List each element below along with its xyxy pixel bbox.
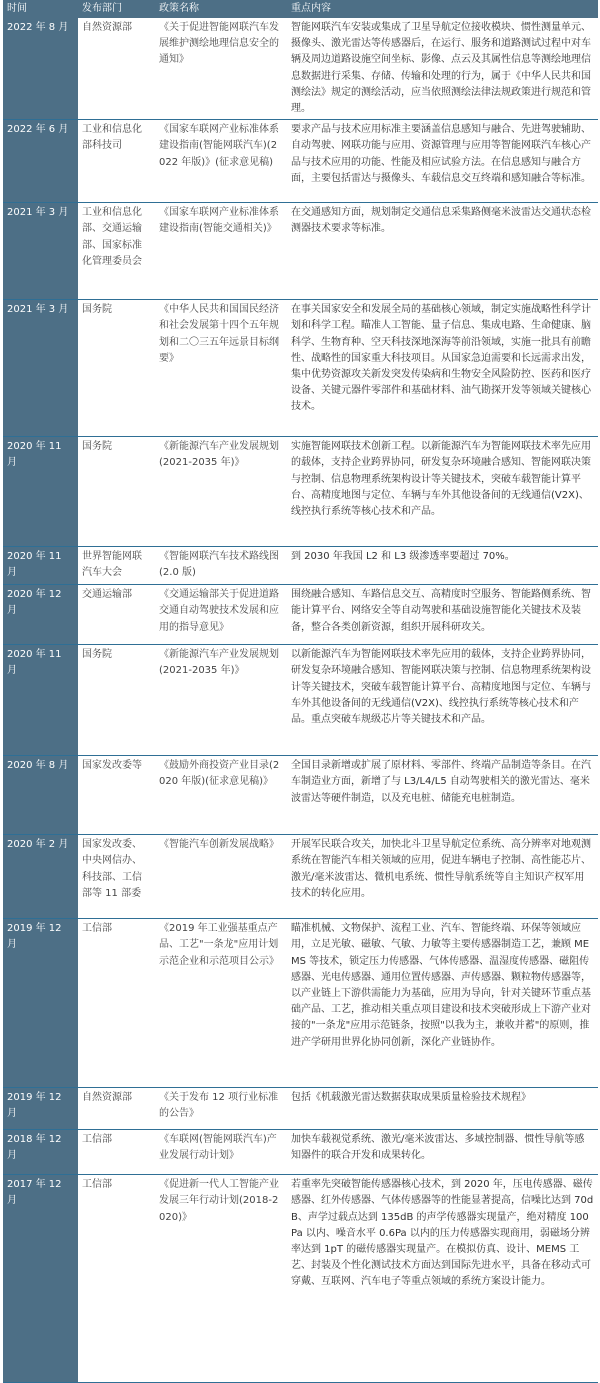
table-row [3,919,598,1088]
row-department: 国务院 [78,645,155,756]
row-key-content: 以新能源汽车为智能网联技术率先应用的载体，支持企业跨界协同，研发复杂环境融合感知、智能网联决策与控制、信息物理系统架构设计等关键技术，突破车载智能计算平台、高精度地图与定位、车辆与车外其他设备间的无线通信(V2X)、线控执行系统等核心技术和产品。重点突破车规级芯片等关键技术和产品。 [287,645,598,756]
header-key-content: 重点内容 [287,0,598,18]
row-policy-name: 《国家车联网产业标准体系建设指南(智能网联汽车)(2022 年版)》(征求意见稿) [155,120,287,203]
row-policy-name: 《国家车联网产业标准体系建设指南(智能交通相关)》 [155,203,287,300]
row-key-content: 开展军民联合攻关，加快北斗卫星导航定位系统、高分辨率对地观测系统在智能汽车相关领域的应用，促进车辆电子控制、高性能芯片、激光/毫米波雷达、微机电系统、惯性导航系统等自主知识产权军用技术的转化应用。 [287,835,598,919]
row-policy-name: 《智能网联汽车技术路线图(2.0 版) [155,547,287,585]
row-department: 工业和信息化部科技司 [78,120,155,203]
row-department: 国务院 [78,437,155,547]
row-policy-name: 《车联网(智能网联汽车)产业发展行动计划》 [155,1130,287,1175]
row-key-content: 在事关国家安全和发展全局的基础核心领域，制定实施战略性科学计划和科学工程。瞄准人工智能、量子信息、集成电路、生命健康、脑科学、生物育种、空天科技深地深海等前沿领域，实施一批具有前瞻性、战略性的国家重大科技项目。从国家急迫需要和长远需求出发，集中优势资源攻关新发突发传染病和生物安全风险防控、医药和医疗设备、关键元器件零部件和基础材料、油气勘探开发等领域关键核心技术。 [287,300,598,437]
table-row [3,835,598,919]
row-time: 2017 年 12 月 [3,1175,78,1383]
row-time: 2022 年 8 月 [3,18,78,120]
row-time: 2019 年 12 月 [3,919,78,1088]
table-row [3,756,598,835]
row-department: 自然资源部 [78,1088,155,1130]
table-row [3,120,598,203]
row-time: 2021 年 3 月 [3,203,78,300]
row-key-content: 瞄准机械、文物保护、流程工业、汽车、智能终端、环保等领域应用，立足光敏、磁敏、气敏、力敏等主要传感器制造工艺，兼顾 MEMS 等技术，锁定压力传感器、气体传感器、温湿度传感器、磁阻传感器、光电传感器、通用位置传感器、声传感器、颗粒物传感器等，以产业链上下游供需能力为基础，应用为导向，针对关键环节重点基础产品、工艺，推动相关重点项目建设和技术突破形成上下游产业对接的"一条龙"应用示范链条，按照"以我为主，兼收并蓄"的原则，推进产学研用世界化协同创新，深化产业链协作。 [287,919,598,1088]
row-key-content: 智能网联汽车安装或集成了卫星导航定位接收模块、惯性测量单元、摄像头、激光雷达等传感器后，在运行、服务和道路测试过程中对车辆及周边道路设施空间坐标、影像、点云及其属性信息等测绘地理信息数据进行采集、存储、传输和处理的行为，属于《中华人民共和国测绘法》规定的测绘活动，应当依照测绘法律法规政策进行规范和管理。 [287,18,598,120]
row-department: 工信部 [78,1175,155,1383]
table-row [3,203,598,300]
table-row [3,547,598,585]
row-policy-name: 《促进新一代人工智能产业发展三年行动计划(2018-2020)》 [155,1175,287,1383]
row-policy-name: 《关于促进智能网联汽车发展维护测绘地理信息安全的通知》 [155,18,287,120]
policy-table [3,0,598,1383]
table-row [3,585,598,645]
table-row [3,1088,598,1130]
row-policy-name: 《2019 年工业强基重点产品、工艺"一条龙"应用计划示范企业和示范项目公示》 [155,919,287,1088]
row-policy-name: 《关于发布 12 项行业标准的公告》 [155,1088,287,1130]
row-key-content: 加快车载视觉系统、激光/毫米波雷达、多域控制器、惯性导航等感知器件的联合开发和成果转化。 [287,1130,598,1175]
row-key-content: 包括《机载激光雷达数据获取成果质量检验技术规程》 [287,1088,598,1130]
table-row [3,1130,598,1175]
row-key-content: 围绕融合感知、车路信息交互、高精度时空服务、智能路侧系统、智能计算平台、网络安全等自动驾驶和基础设施智能化关键技术及装备，整合各类创新资源，组织开展科研攻关。 [287,585,598,645]
row-policy-name: 《中华人民共和国国民经济和社会发展第十四个五年规划和二〇三五年远景目标纲要》 [155,300,287,437]
table-row [3,1175,598,1383]
header-policy-name: 政策名称 [155,0,287,18]
row-time: 2018 年 12 月 [3,1130,78,1175]
row-department: 国家发改委、中央网信办、科技部、工信部等 11 部委 [78,835,155,919]
row-policy-name: 《交通运输部关于促进道路交通自动驾驶技术发展和应用的指导意见》 [155,585,287,645]
row-key-content: 要求产品与技术应用标准主要涵盖信息感知与融合、先进驾驶辅助、自动驾驶、网联功能与应用、资源管理与应用等智能网联汽车核心产品与技术应用的功能、性能及相应试验方法。在信息感知与融合方面，主要包括雷达与摄像头、车载信息交互终端和感知融合等标准。 [287,120,598,203]
table-row [3,645,598,756]
row-department: 自然资源部 [78,18,155,120]
table-header-row [3,0,598,18]
row-key-content: 到 2030 年我国 L2 和 L3 级渗透率要超过 70%。 [287,547,598,585]
row-policy-name: 《新能源汽车产业发展规划(2021-2035 年)》 [155,645,287,756]
row-time: 2019 年 12 月 [3,1088,78,1130]
row-time: 2020 年 8 月 [3,756,78,835]
table-row [3,18,598,120]
row-time: 2021 年 3 月 [3,300,78,437]
table-row [3,437,598,547]
table-row [3,300,598,437]
row-time: 2020 年 11 月 [3,437,78,547]
row-time: 2020 年 2 月 [3,835,78,919]
row-policy-name: 《鼓励外商投资产业目录(2020 年版)(征求意见稿)》 [155,756,287,835]
row-department: 交通运输部 [78,585,155,645]
row-department: 国家发改委等 [78,756,155,835]
row-key-content: 实施智能网联技术创新工程。以新能源汽车为智能网联技术率先应用的载体，支持企业跨界协同，研发复杂环境融合感知、智能网联决策与控制、信息物理系统架构设计等关键技术，突破车载智能计算平台、高精度地图与定位、车辆与车外其他设备间的无线通信(V2X)、线控执行系统等核心技术和产品。 [287,437,598,547]
row-department: 工业和信息化部、交通运输部、国家标准化管理委员会 [78,203,155,300]
row-time: 2020 年 12 月 [3,585,78,645]
row-key-content: 全国目录新增或扩展了原材料、零部件、终端产品制造等条目。在汽车制造业方面，新增了与 L3/L4/L5 自动驾驶相关的激光雷达、毫米波雷达等硬件制造，以及充电桩、储能充电桩制造。 [287,756,598,835]
row-time: 2022 年 6 月 [3,120,78,203]
row-department: 国务院 [78,300,155,437]
row-department: 工信部 [78,1130,155,1175]
row-key-content: 在交通感知方面，规划制定交通信息采集路侧毫米波雷达交通状态检测器技术要求等标准。 [287,203,598,300]
row-key-content: 若重率先突破智能传感器核心技术，到 2020 年，压电传感器、磁传感器、红外传感器、气体传感器等的性能显著提高，信噪比达到 70dB、声学过载点达到 135dB 的声学传感器实现量产，绝对精度 100Pa 以内、噪音水平 0.6Pa 以内的压力传感器实现商用，弱磁场分辨率达到 1pT 的磁传感器实现量产。在模拟仿真、设计、MEMS 工艺、封装及个性化测试技术方面达到国际先进水平，具备在移动式可穿戴、互联网、汽车电子等重点领域的系统方案设计能力。 [287,1175,598,1383]
row-time: 2020 年 11 月 [3,547,78,585]
header-time: 时间 [3,0,78,18]
row-department: 世界智能网联汽车大会 [78,547,155,585]
row-time: 2020 年 11 月 [3,645,78,756]
row-policy-name: 《智能汽车创新发展战略》 [155,835,287,919]
row-policy-name: 《新能源汽车产业发展规划(2021-2035 年)》 [155,437,287,547]
row-department: 工信部 [78,919,155,1088]
header-department: 发布部门 [78,0,155,18]
